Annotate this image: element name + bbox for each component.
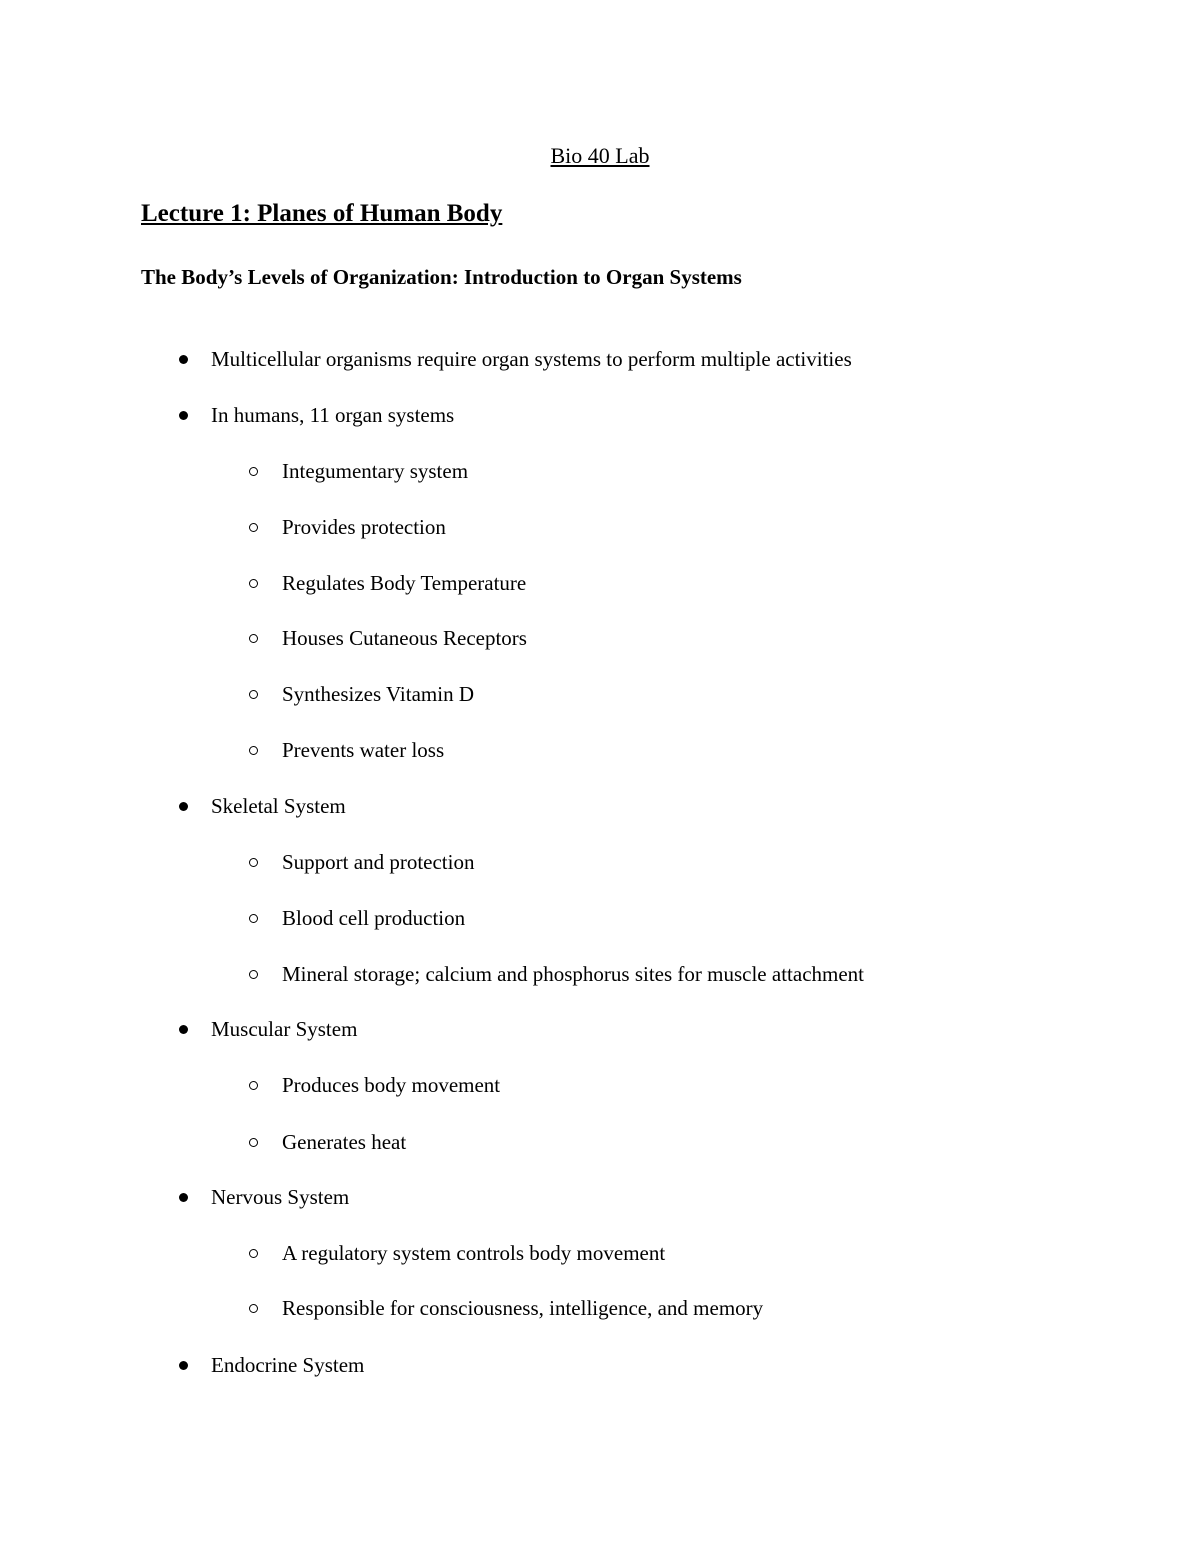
list-item (247, 1291, 763, 1321)
hollow-circle-bullet-icon (247, 735, 282, 765)
hollow-circle-bullet-icon (247, 568, 282, 598)
hollow-circle-bullet-icon (247, 1070, 282, 1100)
list-item-text: Support and protection (282, 850, 475, 875)
list-item (176, 1180, 349, 1210)
list-item-text: A regulatory system controls body movement (282, 1241, 666, 1266)
hollow-circle-bullet-icon (247, 847, 282, 877)
list-item-text: Houses Cutaneous Receptors (282, 626, 527, 651)
list-item-text: Mineral storage; calcium and phosphorus sites for muscle attachment (282, 962, 865, 987)
hollow-circle-bullet-icon (247, 959, 282, 989)
lecture-heading: Lecture 1: Planes of Human Body (141, 200, 503, 227)
list-item (247, 510, 446, 540)
list-item (176, 398, 454, 428)
list-item-text: Provides protection (282, 515, 446, 540)
list-item-text: Integumentary system (282, 459, 469, 484)
list-item-text: Regulates Body Temperature (282, 571, 527, 596)
list-item (247, 1068, 500, 1098)
hollow-circle-bullet-icon (247, 456, 282, 486)
hollow-circle-bullet-icon (247, 1293, 282, 1323)
list-item-text: Muscular System (211, 1017, 358, 1042)
hollow-circle-bullet-icon (247, 903, 282, 933)
list-item-text: Skeletal System (211, 794, 346, 819)
hollow-circle-bullet-icon (247, 1238, 282, 1268)
list-item-text: Generates heat (282, 1130, 407, 1155)
list-item (247, 733, 444, 763)
section-heading: The Body’s Levels of Organization: Introduction to Organ Systems (141, 265, 742, 289)
list-item (247, 1236, 665, 1266)
hollow-circle-bullet-icon (247, 623, 282, 653)
list-item-text: Blood cell production (282, 906, 466, 931)
list-item (176, 1348, 364, 1378)
filled-circle-bullet-icon (176, 400, 211, 430)
list-item (247, 621, 527, 651)
filled-circle-bullet-icon (176, 344, 211, 374)
list-item-text: Synthesizes Vitamin D (282, 682, 475, 707)
filled-circle-bullet-icon (176, 1182, 211, 1212)
list-item-text: Nervous System (211, 1185, 350, 1210)
list-item-text: In humans, 11 organ systems (211, 403, 455, 428)
list-item (247, 566, 526, 596)
hollow-circle-bullet-icon (247, 512, 282, 542)
list-item (247, 845, 474, 875)
hollow-circle-bullet-icon (247, 679, 282, 709)
list-item (176, 342, 852, 372)
list-item-text: Prevents water loss (282, 738, 445, 763)
filled-circle-bullet-icon (176, 1014, 211, 1044)
list-item-text: Multicellular organisms require organ systems to perform multiple activities (211, 347, 852, 372)
list-item (247, 1125, 406, 1155)
document-title: Bio 40 Lab (550, 143, 650, 168)
filled-circle-bullet-icon (176, 791, 211, 821)
list-item-text: Endocrine System (211, 1353, 365, 1378)
list-item (247, 957, 864, 987)
list-item (247, 454, 468, 484)
list-item (247, 901, 465, 931)
filled-circle-bullet-icon (176, 1350, 211, 1380)
hollow-circle-bullet-icon (247, 1127, 282, 1157)
list-item (176, 789, 346, 819)
list-item-text: Responsible for consciousness, intelligence, and memory (282, 1296, 764, 1321)
list-item-text: Produces body movement (282, 1073, 501, 1098)
list-item (247, 677, 474, 707)
list-item (176, 1012, 357, 1042)
